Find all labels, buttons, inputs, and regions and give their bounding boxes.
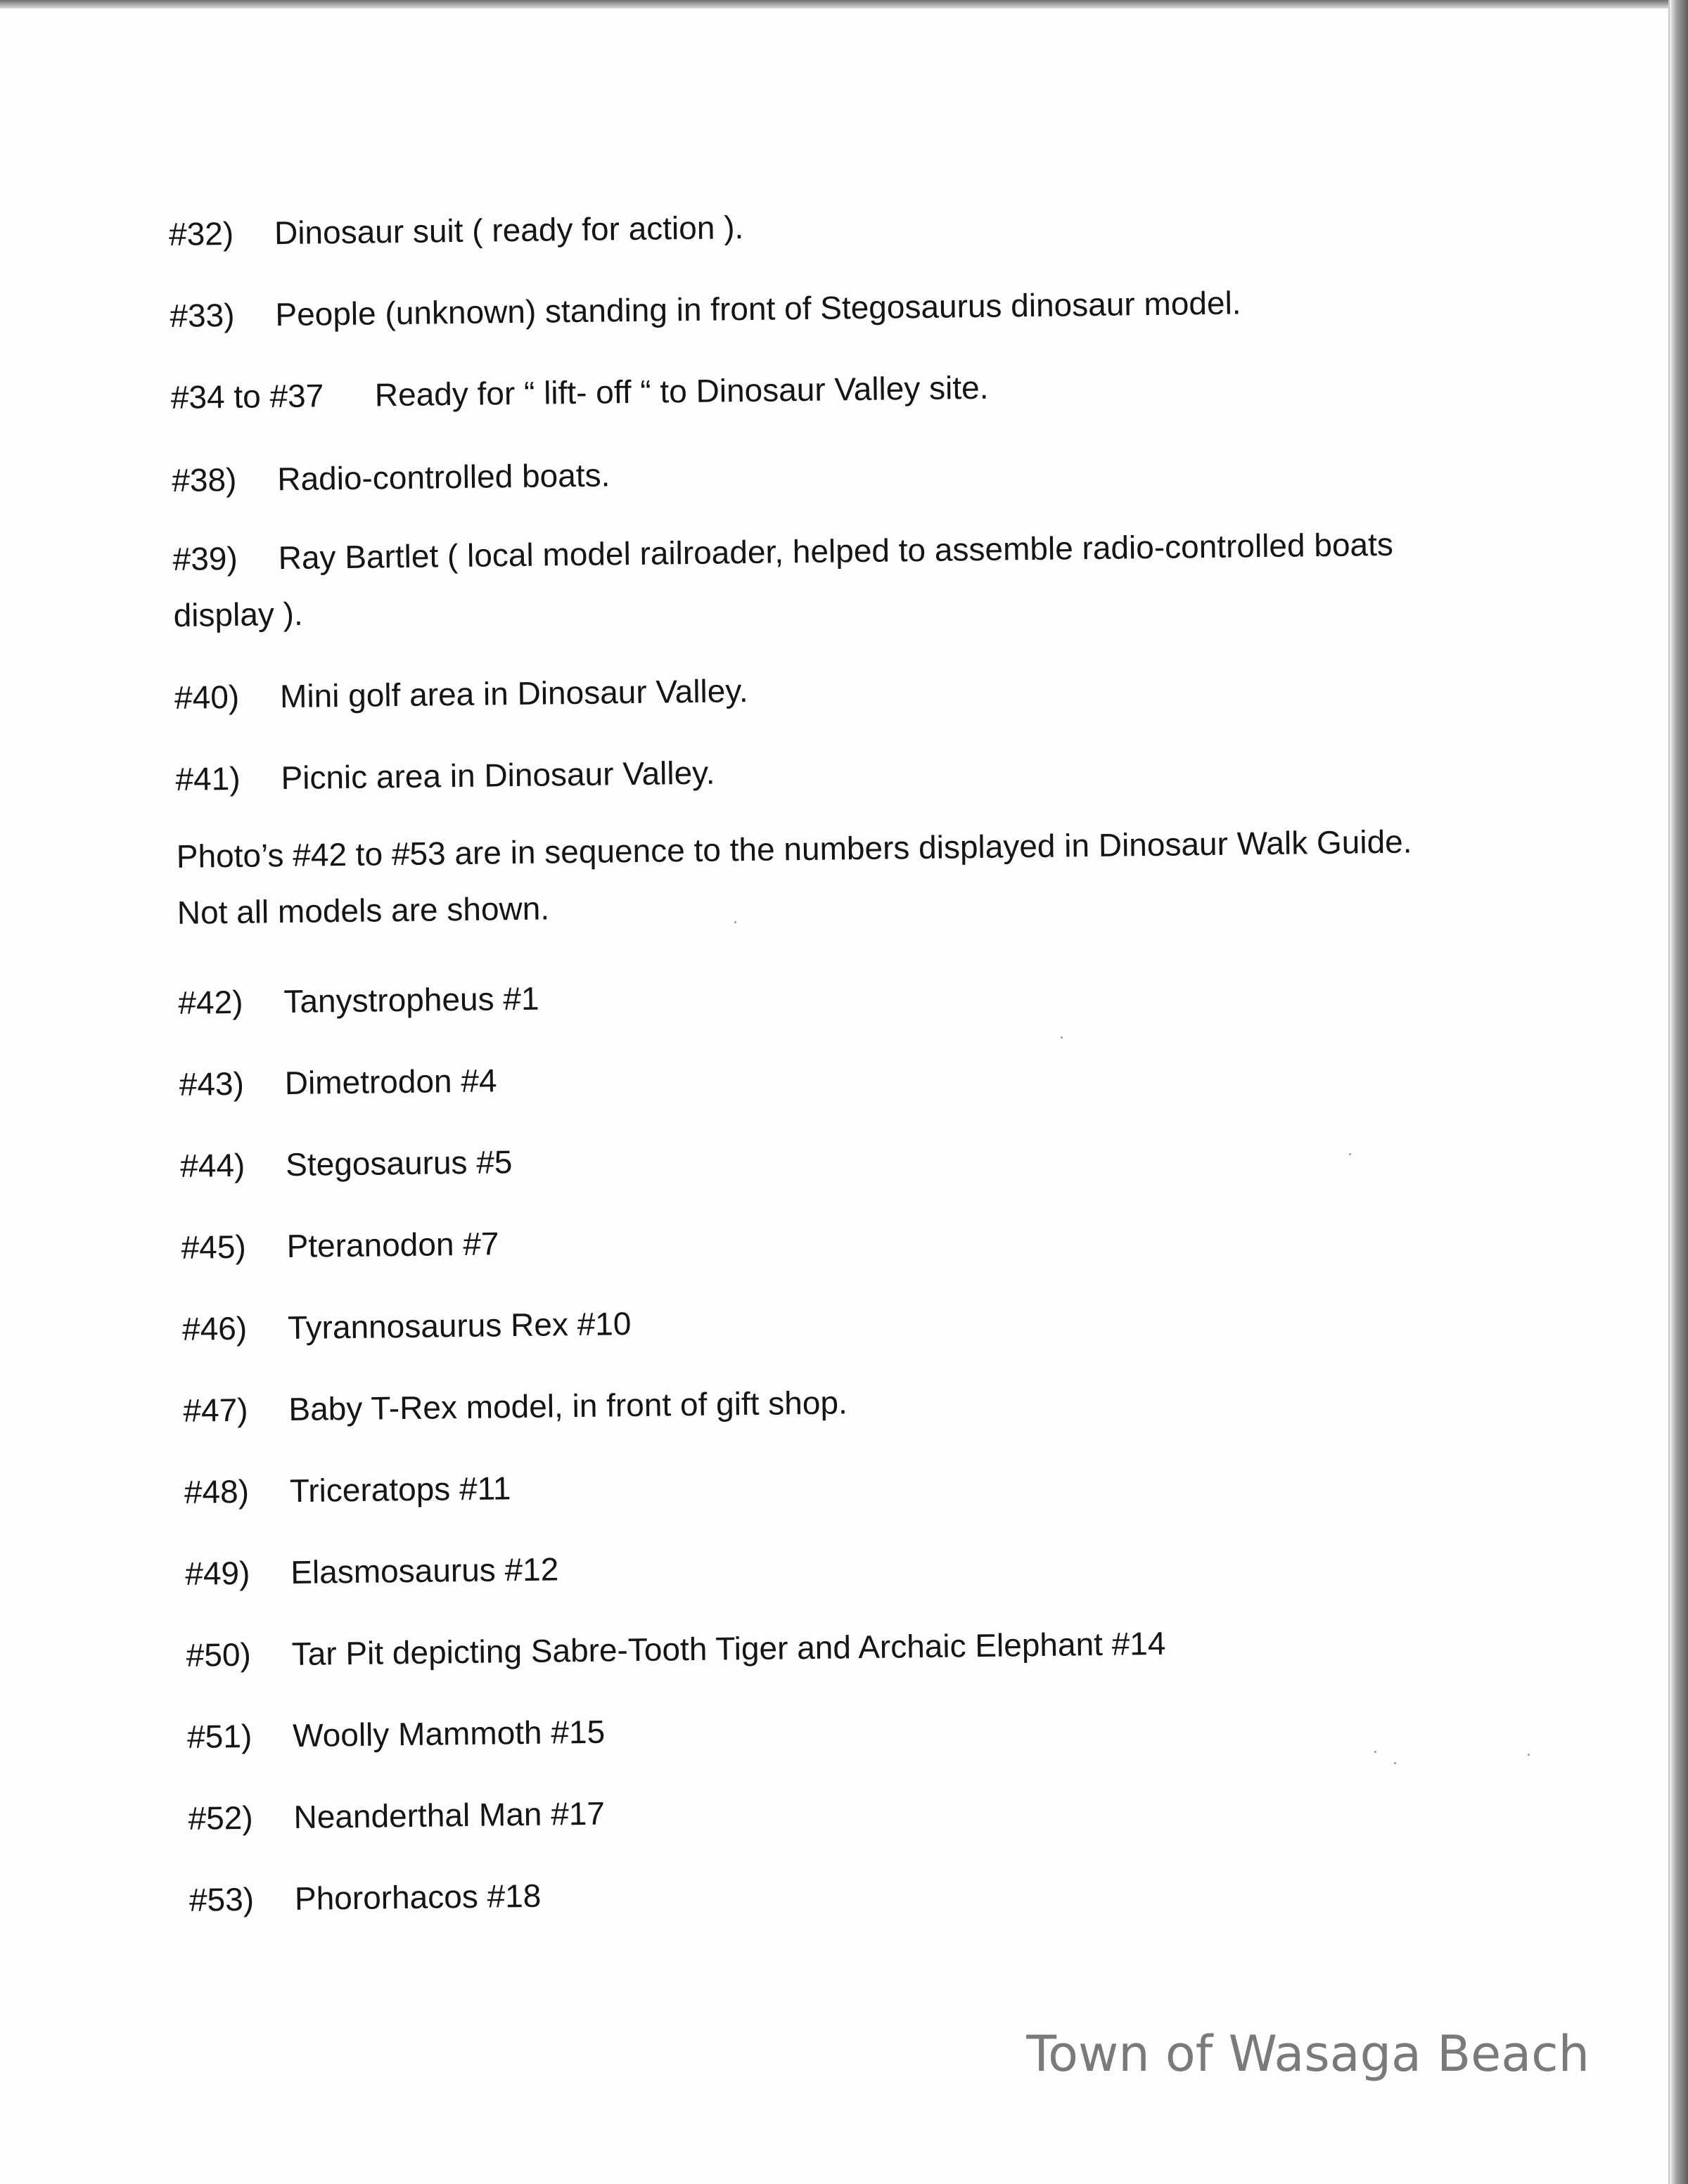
scan-speck bbox=[1061, 1036, 1063, 1039]
entry-32 bbox=[169, 207, 744, 254]
entry-number: #41) bbox=[175, 759, 241, 797]
entry-text: Ready for “ lift- off “ to Dinosaur Valley site. bbox=[374, 368, 989, 413]
model-text: Triceratops #11 bbox=[289, 1470, 511, 1510]
model-text: Baby T-Rex model, in front of gift shop. bbox=[288, 1384, 848, 1428]
model-49 bbox=[185, 1549, 559, 1593]
entry-number: #33) bbox=[170, 296, 235, 334]
model-number: #49) bbox=[184, 1554, 250, 1592]
model-text: Dimetrodon #4 bbox=[284, 1062, 497, 1102]
model-number: #51) bbox=[186, 1717, 252, 1755]
model-number: #52) bbox=[188, 1799, 253, 1837]
entry-number: #38) bbox=[171, 461, 237, 499]
entry-text: Radio-controlled boats. bbox=[276, 456, 610, 498]
model-number: #46) bbox=[181, 1309, 248, 1347]
model-number: #50) bbox=[186, 1636, 252, 1674]
model-number: #43) bbox=[179, 1065, 245, 1103]
scan-speck bbox=[734, 921, 736, 923]
entry-34-37 bbox=[171, 368, 989, 417]
entry-number: #40) bbox=[174, 678, 240, 716]
model-42 bbox=[178, 979, 539, 1022]
entry-number: #34 to #37 bbox=[170, 377, 324, 416]
scan-speck bbox=[1394, 1762, 1396, 1764]
model-text: Pteranodon #7 bbox=[286, 1225, 499, 1265]
scan-speck bbox=[1528, 1754, 1530, 1756]
footer-town-name: Town of Wasaga Beach bbox=[1026, 2025, 1590, 2083]
model-number: #47) bbox=[183, 1391, 248, 1429]
model-number: #42) bbox=[178, 983, 243, 1021]
entry-40 bbox=[174, 671, 748, 717]
model-text: Stegosaurus #5 bbox=[285, 1143, 513, 1183]
entry-text: Dinosaur suit ( ready for action ). bbox=[274, 209, 744, 252]
entry-39 bbox=[172, 515, 1440, 643]
model-51 bbox=[187, 1712, 606, 1756]
model-50 bbox=[186, 1624, 1165, 1675]
model-45 bbox=[181, 1223, 499, 1267]
entry-text: People (unknown) standing in front of Stegosaurus dinosaur model. bbox=[275, 284, 1241, 333]
model-44 bbox=[180, 1142, 513, 1186]
model-47 bbox=[183, 1382, 848, 1430]
entry-text: Mini golf area in Dinosaur Valley. bbox=[279, 672, 748, 715]
entry-number: #39) bbox=[172, 539, 238, 577]
entry-text: Picnic area in Dinosaur Valley. bbox=[281, 754, 715, 797]
model-number: #48) bbox=[184, 1472, 250, 1510]
entry-38 bbox=[172, 455, 610, 500]
entry-41 bbox=[175, 753, 715, 799]
model-number: #44) bbox=[179, 1146, 245, 1184]
entry-text: Ray Bartlet ( local model railroader, helped to assemble radio-controlled boats display ). bbox=[173, 525, 1394, 634]
model-number: #53) bbox=[188, 1880, 255, 1918]
model-52 bbox=[188, 1794, 605, 1838]
model-text: Phororhacos #18 bbox=[294, 1877, 542, 1917]
model-number: #45) bbox=[181, 1228, 247, 1266]
scan-speck bbox=[1349, 1153, 1351, 1155]
model-43 bbox=[179, 1060, 497, 1104]
scan-speck bbox=[1374, 1751, 1376, 1753]
model-text: Tar Pit depicting Sabre-Tooth Tiger and Archaic Elephant #14 bbox=[291, 1624, 1166, 1673]
model-text: Tanystropheus #1 bbox=[283, 979, 539, 1020]
model-text: Elasmosaurus #12 bbox=[290, 1550, 559, 1591]
model-46 bbox=[182, 1304, 632, 1349]
photo-sequence-note: Photo’s #42 to #53 are in sequence to the numbers displayed in Dinosaur Walk Guide. Not all models are shown. bbox=[176, 823, 1412, 931]
model-text: Neanderthal Man #17 bbox=[293, 1794, 606, 1835]
model-text: Woolly Mammoth #15 bbox=[292, 1713, 606, 1754]
entry-33 bbox=[170, 283, 1241, 335]
model-48 bbox=[184, 1468, 511, 1512]
model-53 bbox=[189, 1876, 542, 1920]
entry-number: #32) bbox=[168, 214, 234, 252]
model-text: Tyrannosaurus Rex #10 bbox=[287, 1305, 632, 1347]
